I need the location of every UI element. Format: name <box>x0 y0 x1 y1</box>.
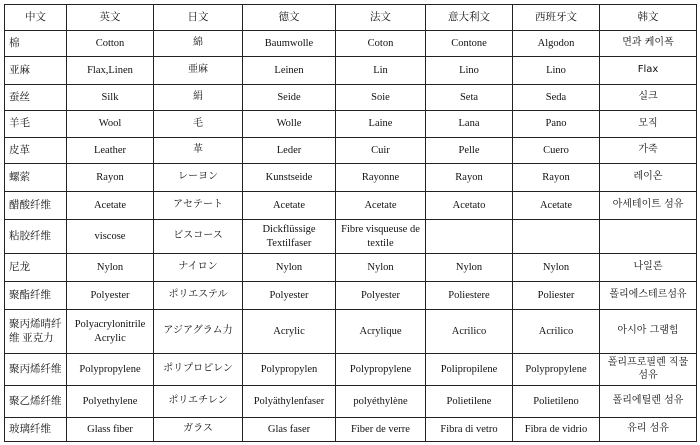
cell-chinese: 亚麻 <box>5 57 67 85</box>
cell-english: Rayon <box>67 164 154 192</box>
cell-japanese: アジアグラム力 <box>154 310 243 354</box>
table-row <box>5 418 697 442</box>
cell-italian: Seta <box>426 85 513 111</box>
cell-english: Polypropylene <box>67 354 154 386</box>
header-japanese: 日文 <box>154 5 243 31</box>
cell-french: Nylon <box>336 254 426 282</box>
cell-spanish: Poliester <box>513 282 600 310</box>
cell-english: Nylon <box>67 254 154 282</box>
cell-german: Baumwolle <box>243 31 336 57</box>
cell-chinese: 棉 <box>5 31 67 57</box>
table-row <box>5 220 697 254</box>
cell-korean: 실크 <box>600 85 697 111</box>
table-row <box>5 31 697 57</box>
header-chinese: 中文 <box>5 5 67 31</box>
cell-german: Leder <box>243 138 336 164</box>
cell-italian: Pelle <box>426 138 513 164</box>
cell-french: Rayonne <box>336 164 426 192</box>
cell-italian: Polipropilene <box>426 354 513 386</box>
cell-korean: 가죽 <box>600 138 697 164</box>
table-row <box>5 386 697 418</box>
cell-japanese: ガラス <box>154 418 243 442</box>
cell-chinese: 尼龙 <box>5 254 67 282</box>
cell-english: Acetate <box>67 192 154 220</box>
cell-chinese: 蚕丝 <box>5 85 67 111</box>
cell-japanese: ナイロン <box>154 254 243 282</box>
table-row <box>5 85 697 111</box>
table-row <box>5 254 697 282</box>
cell-italian: Lana <box>426 111 513 138</box>
cell-chinese: 粘胶纤维 <box>5 220 67 254</box>
cell-german: Leinen <box>243 57 336 85</box>
cell-spanish: Algodon <box>513 31 600 57</box>
cell-spanish: Lino <box>513 57 600 85</box>
cell-korean: 폴리에틸렌 섬유 <box>600 386 697 418</box>
cell-italian: Lino <box>426 57 513 85</box>
cell-japanese: 絹 <box>154 85 243 111</box>
cell-chinese: 玻璃纤维 <box>5 418 67 442</box>
cell-chinese: 聚丙烯晴纤维 亚克力 <box>5 310 67 354</box>
cell-german: Polyester <box>243 282 336 310</box>
cell-french: Acrylique <box>336 310 426 354</box>
cell-korean: Flax <box>600 57 697 85</box>
table-header-row <box>5 5 697 31</box>
fiber-names-table <box>4 4 697 442</box>
cell-korean: 아시아 그램힘 <box>600 310 697 354</box>
cell-spanish: Fibra de vidrio <box>513 418 600 442</box>
cell-italian: Acrilico <box>426 310 513 354</box>
header-german: 德文 <box>243 5 336 31</box>
cell-chinese: 醋酸纤维 <box>5 192 67 220</box>
cell-chinese: 聚丙烯纤维 <box>5 354 67 386</box>
cell-japanese: アセテート <box>154 192 243 220</box>
cell-italian: Nylon <box>426 254 513 282</box>
cell-chinese: 螺萦 <box>5 164 67 192</box>
table-row <box>5 138 697 164</box>
header-italian: 意大利文 <box>426 5 513 31</box>
cell-spanish: Polypropylene <box>513 354 600 386</box>
cell-german: Nylon <box>243 254 336 282</box>
cell-korean: 폴리에스테르섬유 <box>600 282 697 310</box>
cell-chinese: 羊毛 <box>5 111 67 138</box>
cell-korean: 모직 <box>600 111 697 138</box>
cell-german: Wolle <box>243 111 336 138</box>
cell-french: Soie <box>336 85 426 111</box>
table-row <box>5 164 697 192</box>
cell-french: Fiber de verre <box>336 418 426 442</box>
cell-english: Polyester <box>67 282 154 310</box>
cell-korean: 면과 케이폭 <box>600 31 697 57</box>
cell-korean: 폴리프로필렌 직물 섬유 <box>600 354 697 386</box>
cell-japanese: ポリエステル <box>154 282 243 310</box>
cell-italian <box>426 220 513 254</box>
cell-italian: Polietilene <box>426 386 513 418</box>
cell-german: Acrylic <box>243 310 336 354</box>
cell-spanish: Pano <box>513 111 600 138</box>
cell-italian: Contone <box>426 31 513 57</box>
cell-spanish <box>513 220 600 254</box>
header-french: 法文 <box>336 5 426 31</box>
table-row <box>5 111 697 138</box>
cell-french: Laine <box>336 111 426 138</box>
cell-japanese: 亜麻 <box>154 57 243 85</box>
cell-french: polyéthylène <box>336 386 426 418</box>
cell-japanese: ビスコース <box>154 220 243 254</box>
cell-english: Cotton <box>67 31 154 57</box>
cell-german: Seide <box>243 85 336 111</box>
fiber-names-table-container <box>4 4 696 441</box>
cell-german: Polyäthylenfaser <box>243 386 336 418</box>
cell-french: Fibre visqueuse de textile <box>336 220 426 254</box>
cell-japanese: レーヨン <box>154 164 243 192</box>
table-row <box>5 282 697 310</box>
cell-english: Glass fiber <box>67 418 154 442</box>
cell-italian: Poliestere <box>426 282 513 310</box>
cell-japanese: ポリプロピレン <box>154 354 243 386</box>
table-row <box>5 310 697 354</box>
cell-korean: 아세테이트 섬유 <box>600 192 697 220</box>
cell-spanish: Acetate <box>513 192 600 220</box>
cell-english: Wool <box>67 111 154 138</box>
cell-french: Coton <box>336 31 426 57</box>
cell-french: Polyester <box>336 282 426 310</box>
cell-spanish: Seda <box>513 85 600 111</box>
cell-spanish: Acrilico <box>513 310 600 354</box>
cell-spanish: Rayon <box>513 164 600 192</box>
cell-french: Cuir <box>336 138 426 164</box>
cell-italian: Fibra di vetro <box>426 418 513 442</box>
cell-english: Flax,Linen <box>67 57 154 85</box>
cell-japanese: ポリエチレン <box>154 386 243 418</box>
table-row <box>5 192 697 220</box>
cell-german: Polypropylen <box>243 354 336 386</box>
cell-english: Polyethylene <box>67 386 154 418</box>
header-korean: 韩文 <box>600 5 697 31</box>
cell-french: Polypropylene <box>336 354 426 386</box>
cell-japanese: 毛 <box>154 111 243 138</box>
cell-german: Acetate <box>243 192 336 220</box>
cell-korean: 레이온 <box>600 164 697 192</box>
cell-korean: 나일론 <box>600 254 697 282</box>
cell-spanish: Cuero <box>513 138 600 164</box>
cell-italian: Rayon <box>426 164 513 192</box>
cell-english: Leather <box>67 138 154 164</box>
table-row <box>5 57 697 85</box>
cell-english: Silk <box>67 85 154 111</box>
cell-italian: Acetato <box>426 192 513 220</box>
cell-korean <box>600 220 697 254</box>
cell-chinese: 皮革 <box>5 138 67 164</box>
cell-chinese: 聚酯纤维 <box>5 282 67 310</box>
cell-spanish: Nylon <box>513 254 600 282</box>
cell-english: viscose <box>67 220 154 254</box>
cell-german: Dickflüssige Textilfaser <box>243 220 336 254</box>
header-spanish: 西班牙文 <box>513 5 600 31</box>
cell-spanish: Polietileno <box>513 386 600 418</box>
header-english: 英文 <box>67 5 154 31</box>
cell-french: Lin <box>336 57 426 85</box>
cell-german: Glas faser <box>243 418 336 442</box>
table-row <box>5 354 697 386</box>
table-body <box>5 31 697 442</box>
cell-french: Acetate <box>336 192 426 220</box>
cell-chinese: 聚乙烯纤维 <box>5 386 67 418</box>
cell-korean: 유리 섬유 <box>600 418 697 442</box>
cell-japanese: 綿 <box>154 31 243 57</box>
cell-german: Kunstseide <box>243 164 336 192</box>
cell-japanese: 革 <box>154 138 243 164</box>
cell-english: Polyacrylonitrile Acrylic <box>67 310 154 354</box>
